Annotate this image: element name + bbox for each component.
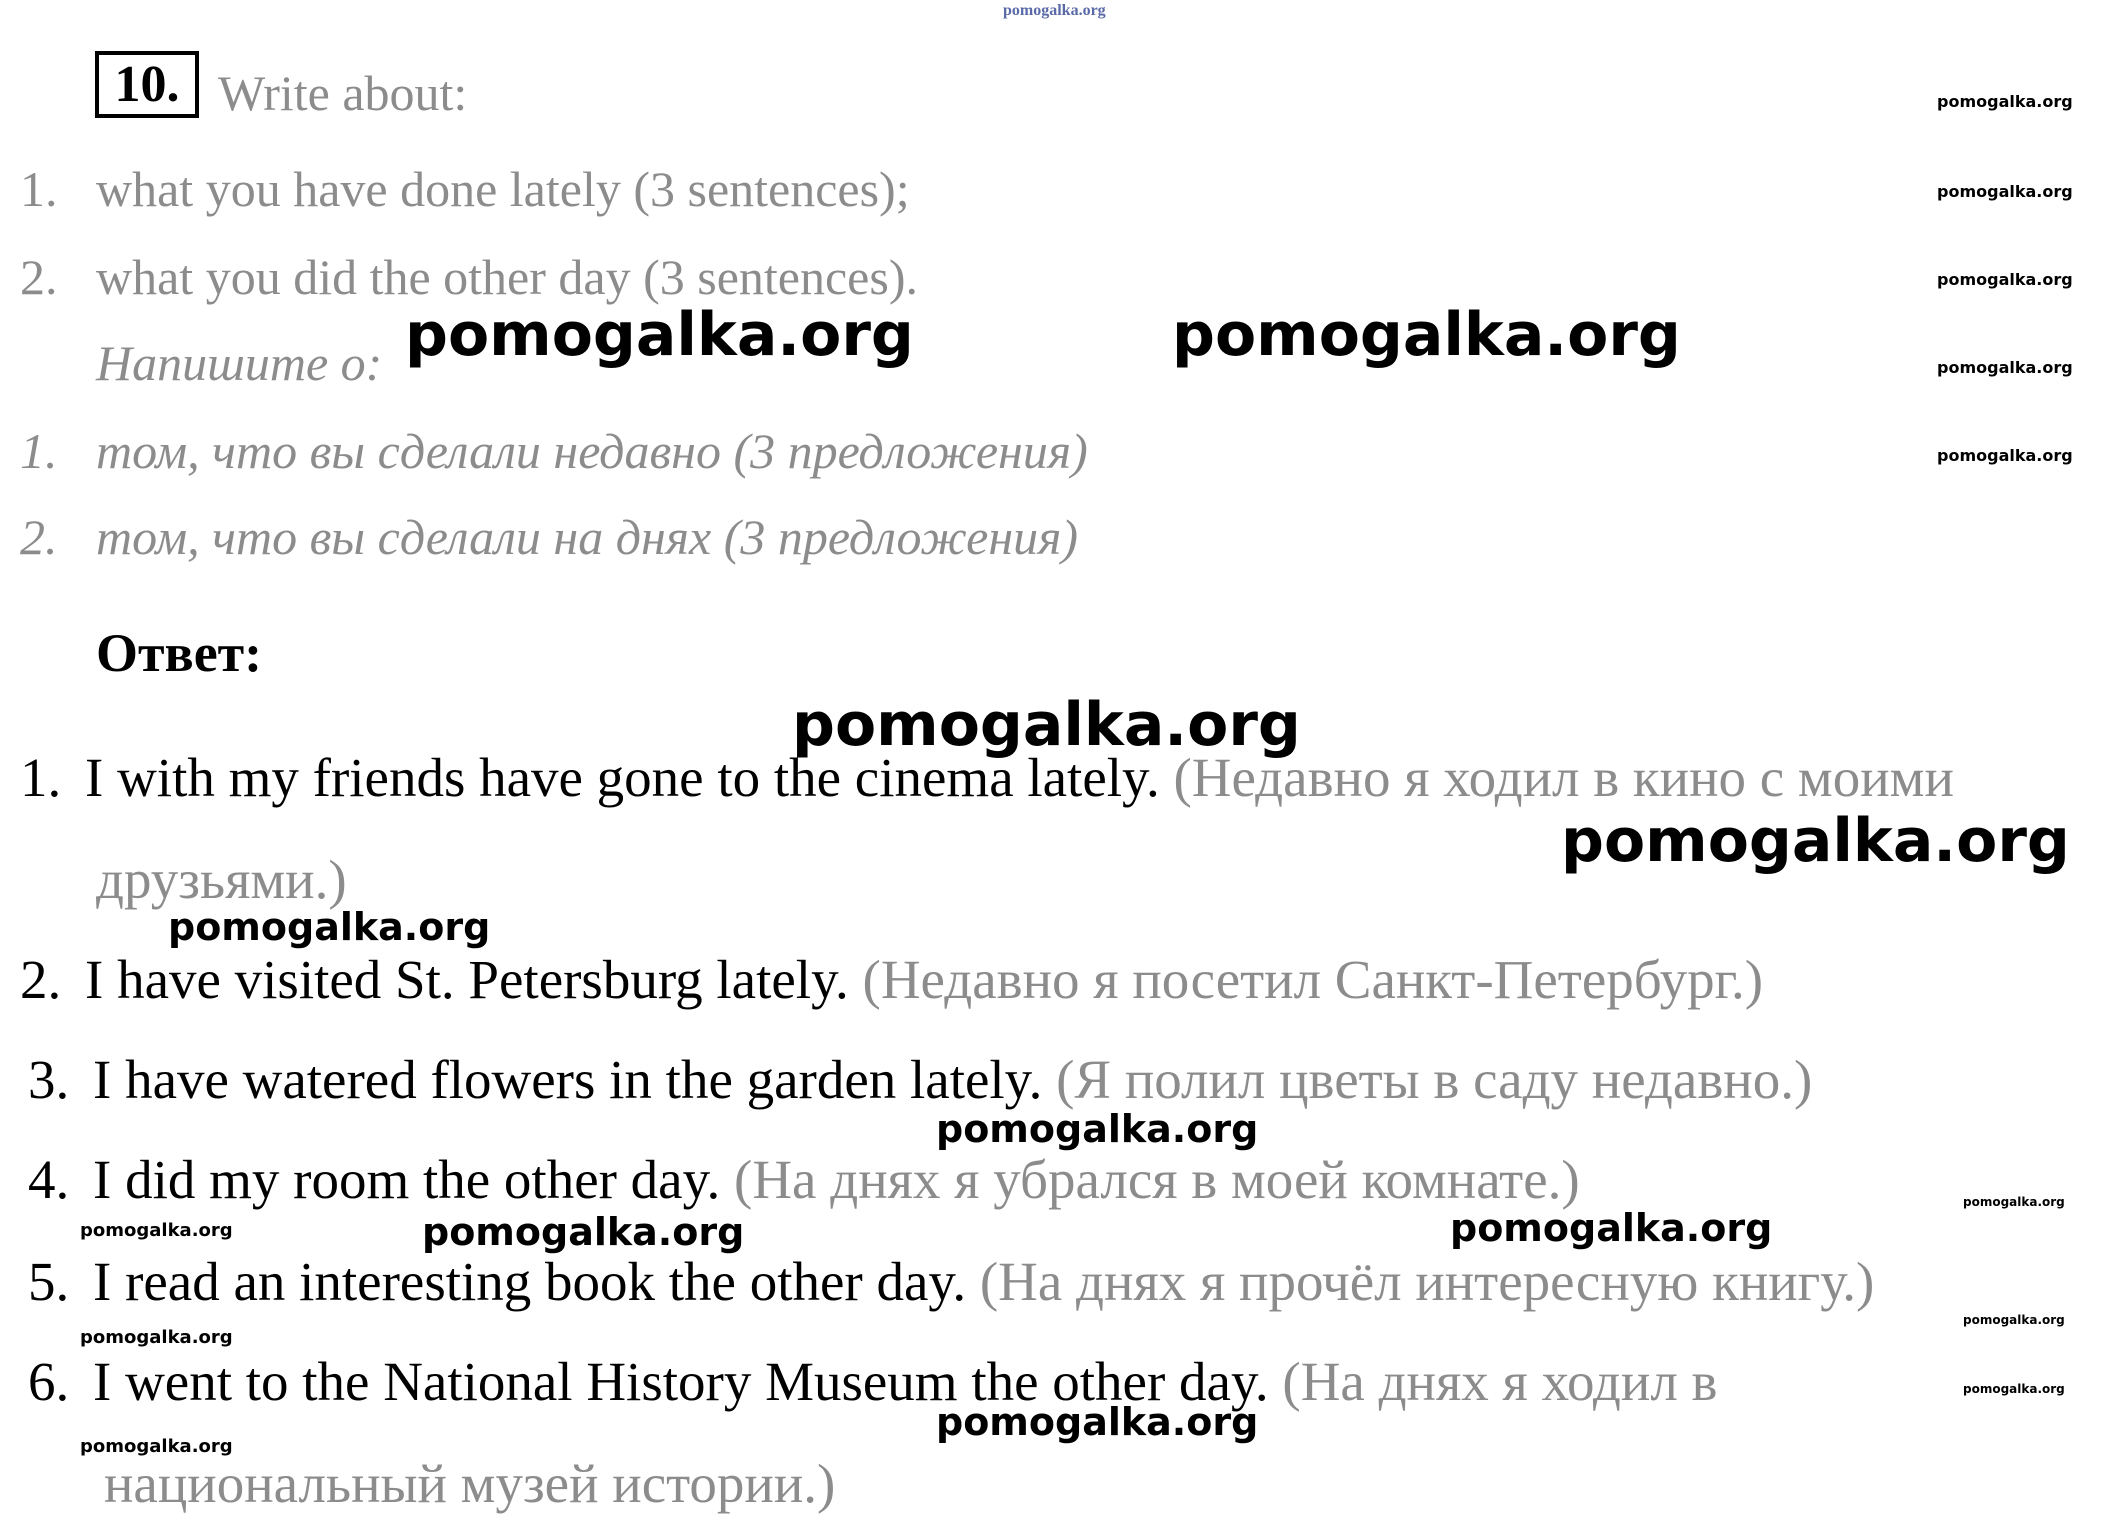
watermark: pomogalka.org bbox=[936, 1400, 1259, 1444]
task-item-text: what you have done lately (3 sentences); bbox=[96, 161, 910, 217]
answer-english: I have watered flowers in the garden lately. bbox=[93, 1049, 1043, 1110]
answer-marker: 3. bbox=[28, 1049, 70, 1110]
task-item-marker: 1. bbox=[20, 161, 58, 217]
watermark-small: pomogalka.org bbox=[1937, 182, 2073, 201]
answer-item-1-cont bbox=[96, 848, 347, 911]
task-item-ru-marker: 1. bbox=[20, 423, 58, 479]
watermark-small: pomogalka.org bbox=[80, 1436, 233, 1457]
answer-item-6-cont bbox=[104, 1452, 835, 1515]
answer-item-3 bbox=[28, 1048, 1812, 1111]
answer-item-2 bbox=[20, 948, 1763, 1011]
watermark: pomogalka.org bbox=[1450, 1206, 1773, 1250]
watermark-small: pomogalka.org bbox=[1963, 1195, 2065, 1209]
watermark: pomogalka.org bbox=[168, 905, 491, 949]
task-item-ru-marker: 2. bbox=[20, 509, 58, 565]
answer-english: I went to the National History Museum the other day. bbox=[93, 1351, 1269, 1412]
answer-item-4 bbox=[28, 1148, 1580, 1211]
watermark-small: pomogalka.org bbox=[1937, 270, 2073, 289]
task-item-ru-text: том, что вы сделали на днях (3 предложения) bbox=[96, 509, 1079, 565]
watermark-small: pomogalka.org bbox=[1963, 1313, 2065, 1327]
answer-english: I did my room the other day. bbox=[93, 1149, 721, 1210]
answer-translation: (На днях я убрался в моей комнате.) bbox=[734, 1149, 1580, 1210]
watermark-small: pomogalka.org bbox=[1937, 358, 2073, 377]
answer-translation: (Я полил цветы в саду недавно.) bbox=[1056, 1049, 1813, 1110]
answer-english: I read an interesting book the other day. bbox=[93, 1251, 967, 1312]
watermark-small: pomogalka.org bbox=[1937, 92, 2073, 111]
task-heading-ru: Напишите о: bbox=[96, 335, 383, 391]
watermark-small: pomogalka.org bbox=[1963, 1382, 2065, 1396]
task-number-box: 10. bbox=[95, 51, 199, 118]
watermark-small: pomogalka.org bbox=[80, 1220, 233, 1241]
watermark: pomogalka.org bbox=[1561, 806, 2070, 876]
answer-marker: 1. bbox=[20, 747, 62, 808]
answer-translation-cont: национальный музей истории.) bbox=[104, 1453, 836, 1514]
task-item-text: what you did the other day (3 sentences). bbox=[96, 249, 918, 305]
watermark-small: pomogalka.org bbox=[1937, 446, 2073, 465]
answer-english: I with my friends have gone to the cinema lately. bbox=[85, 747, 1160, 808]
watermark-small: pomogalka.org bbox=[80, 1327, 233, 1348]
answer-marker: 6. bbox=[28, 1351, 70, 1412]
watermark: pomogalka.org bbox=[422, 1210, 745, 1254]
answer-translation: (Недавно я ходил в кино с моими bbox=[1173, 747, 1954, 808]
watermark: pomogalka.org bbox=[1172, 300, 1681, 370]
task-item-ru-text: том, что вы сделали недавно (3 предложения) bbox=[96, 423, 1088, 479]
task-heading: Write about: bbox=[218, 65, 468, 121]
watermark: pomogalka.org bbox=[792, 690, 1301, 760]
answer-translation: (На днях я ходил в bbox=[1282, 1351, 1718, 1412]
answer-item-5 bbox=[28, 1250, 1874, 1313]
answer-marker: 4. bbox=[28, 1149, 70, 1210]
answer-marker: 5. bbox=[28, 1251, 70, 1312]
watermark-top: pomogalka.org bbox=[1003, 2, 1106, 19]
answer-heading: Ответ: bbox=[96, 623, 263, 683]
answer-translation-cont: друзьями.) bbox=[96, 849, 347, 910]
answer-marker: 2. bbox=[20, 949, 62, 1010]
answer-english: I have visited St. Petersburg lately. bbox=[85, 949, 849, 1010]
watermark: pomogalka.org bbox=[405, 300, 914, 370]
answer-translation: (Недавно я посетил Санкт-Петербург.) bbox=[862, 949, 1764, 1010]
watermark: pomogalka.org bbox=[936, 1107, 1259, 1151]
answer-item-6 bbox=[28, 1350, 1718, 1413]
answer-translation: (На днях я прочёл интересную книгу.) bbox=[979, 1251, 1875, 1312]
task-item-marker: 2. bbox=[20, 249, 58, 305]
